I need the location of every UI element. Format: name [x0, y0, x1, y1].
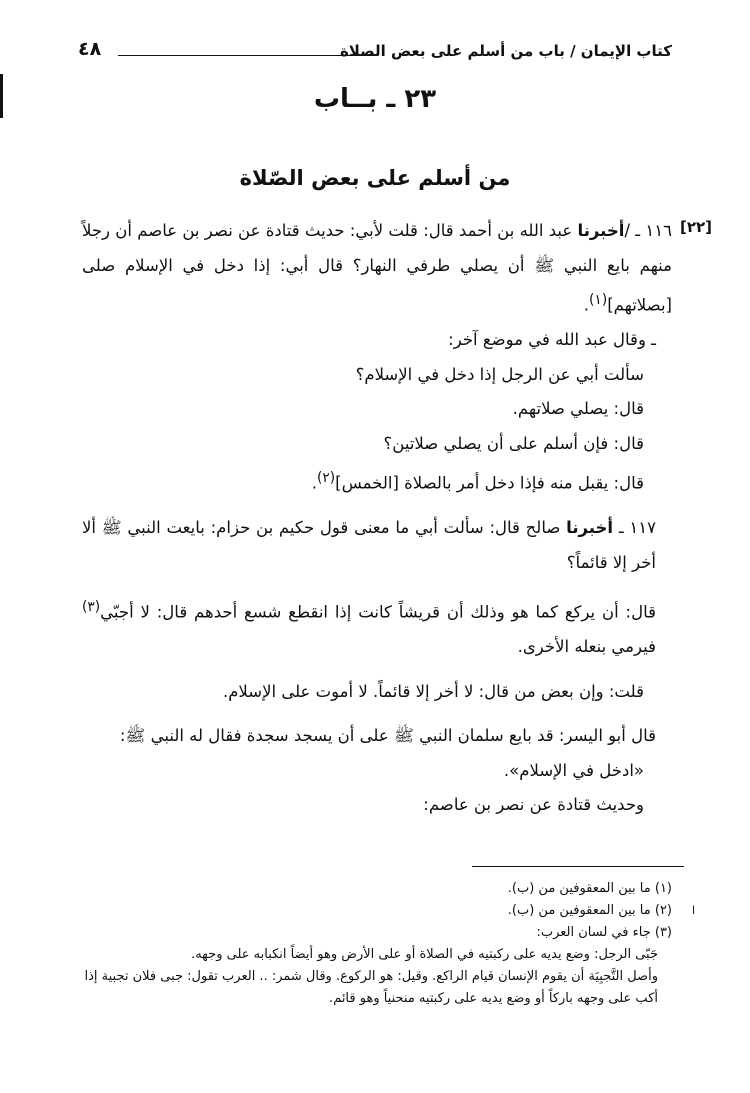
running-header — [78, 38, 672, 68]
text-line: قال: يقبل منه فإذا دخل أمر بالصلاة [الخمس]$^{(٢)}$. — [311, 470, 644, 493]
footnote-tick-mark: ا — [692, 904, 696, 917]
footnote-3-quote: وأصل التَّجبِيَة أن يقوم الإنسان قيام الراكع. وقيل: هو الركوع. وقال شمر: .. العرب تقول: جبى فلان تجبية إذا أكب على وجهه باركاً أو وضع يديه على ركبتيه منحنياً وهو قائم. — [84, 969, 658, 1006]
hadith-116: ١١٦ ـ /أخبرنا عبد الله بن أحمد قال: قلت لأبي: حديث قتادة عن نصر بن عاصم أن رجلاً منهم بايع النبي ﷺ أن يصلي طرفي النهار؟ قال أبي: إذا دخل في الإسلام صلى [بصلاتهم]$^{(١)}$. — [82, 221, 672, 315]
footnote-ref-3: (٣) — [82, 599, 101, 615]
section-title: من أسلم على بعض الصّلاة — [239, 166, 511, 190]
footnote-rule — [472, 866, 684, 867]
footnotes — [72, 878, 672, 1010]
running-title: كتاب الإيمان / باب من أسلم على بعض الصلاة — [339, 42, 672, 60]
akhbarana-keyword: أخبرنا — [577, 221, 625, 240]
margin-marker: [٢٢] — [680, 218, 713, 236]
text-line: ـ وقال عبد الله في موضع آخر: — [448, 330, 656, 349]
text-line: قال: أن يركع كما هو وذلك أن قريشاً كانت إذا انقطع شسع أحدهم قال: لا أجبّي$^{(٣)}$ فيرمي بنعله الأخرى. — [82, 599, 656, 656]
footnote-3: (٣) جاء في لسان العرب: — [536, 925, 672, 940]
footnote-3-quote: جَبّى الرجل: وضع يديه على ركبتيه في الصلاة أو على الأرض وهو أيضاً انكبابه على وجهه. — [191, 947, 658, 962]
footnote-2: (٢) ما بين المعقوفين من (ب). — [507, 903, 672, 918]
footnote-ref-1: (١) — [589, 292, 608, 308]
hadith-117: ١١٧ ـ أخبرنا صالح قال: سألت أبي ما معنى قول حكيم بن حزام: بايعت النبي ﷺ ألا أخر إلا قائماً؟ — [82, 518, 656, 572]
text-line: قال: فإن أسلم على أن يصلي صلاتين؟ — [383, 433, 644, 453]
text-line: قال: يصلي صلاتهم. — [512, 399, 644, 418]
header-rule — [118, 55, 376, 56]
text-line: وحديث قتادة عن نصر بن عاصم: — [423, 795, 644, 814]
chapter-heading: ٢٣ ـ بــاب — [313, 84, 437, 114]
text-line: «ادخل في الإسلام». — [503, 760, 644, 780]
footnote-ref-2: (٢) — [317, 470, 336, 486]
footnote-1: (١) ما بين المعقوفين من (ب). — [507, 881, 672, 896]
main-text — [82, 214, 672, 823]
text-line: قال أبو اليسر: قد بايع سلمان النبي ﷺ على أن يسجد سجدة فقال له النبي ﷺ: — [119, 726, 656, 745]
text-line: قلت: وإن بعض من قال: لا أخر إلا قائماً. لا أموت على الإسلام. — [222, 681, 644, 701]
page-number: ٤٨ — [78, 38, 102, 60]
text-line: سألت أبي عن الرجل إذا دخل في الإسلام؟ — [355, 364, 644, 384]
akhbarana-keyword: أخبرنا — [566, 518, 614, 537]
